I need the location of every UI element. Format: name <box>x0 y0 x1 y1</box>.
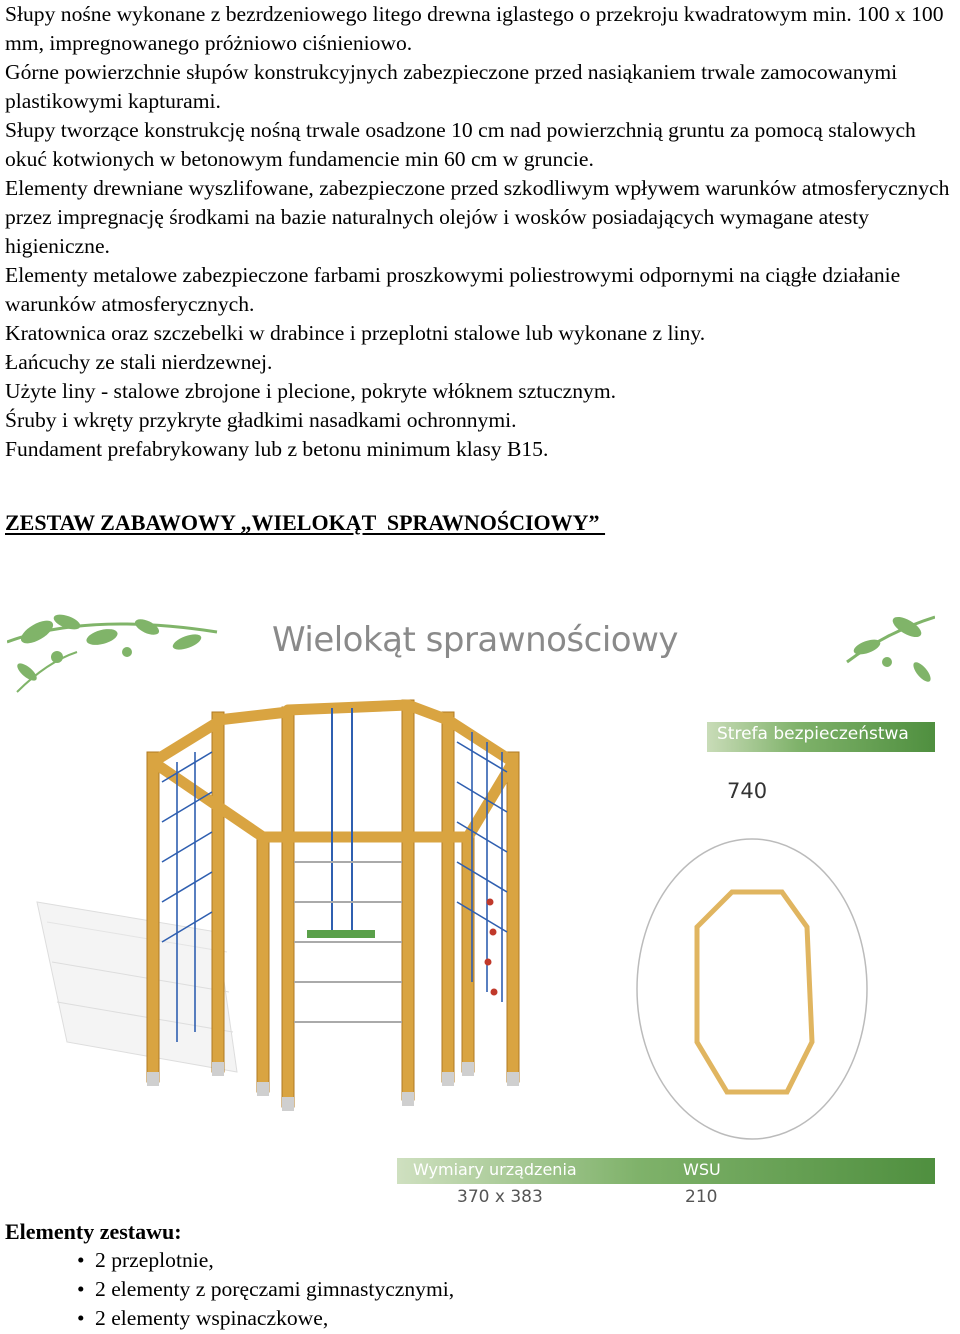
specification-text <box>5 0 960 464</box>
list-item <box>77 1304 454 1333</box>
bullet-icon: • <box>77 1277 85 1301</box>
bullet-icon: • <box>77 1248 85 1272</box>
safety-zone-label: Strefa bezpieczeństwa <box>717 724 909 744</box>
spec-paragraph: Elementy metalowe zabezpieczone farbami proszkowymi poliestrowymi odpornymi na ciągłe działanie warunków atmosferycznych. <box>5 263 901 316</box>
list-item <box>77 1246 454 1275</box>
product-figure <box>7 602 935 1216</box>
elements-title: Elementy zestawu: <box>5 1219 182 1244</box>
spec-paragraph: Słupy tworzące konstrukcję nośną trwale osadzone 10 cm nad powierzchnią gruntu za pomocą stalowych okuć kotwionych w betonowym fundamencie min 60 cm w gruncie. <box>5 118 916 171</box>
section-title: ZESTAW ZABAWOWY „WIELOKĄT SPRAWNOŚCIOWY” <box>5 510 606 535</box>
leaf-ornament-left-icon <box>7 612 217 692</box>
ladder-rungs <box>294 862 402 1022</box>
spec-paragraph: Fundament prefabrykowany lub z betonu minimum klasy B15. <box>5 437 549 461</box>
spec-paragraph: Górne powierzchnie słupów konstrukcyjnych zabezpieczone przed nasiąkaniem trwale zamocowanymi plastikowymi kapturami. <box>5 60 898 113</box>
spec-paragraph: Kratownica oraz szczebelki w drabince i przeplotni stalowe lub wykonane z liny. <box>5 321 706 345</box>
bullet-icon: • <box>77 1306 85 1330</box>
leaf-ornament-right-icon <box>847 613 935 684</box>
list-item-text: 2 przeplotnie, <box>95 1248 214 1272</box>
dimensions-value: 370 x 383 <box>457 1187 543 1207</box>
spec-paragraph: Elementy drewniane wyszlifowane, zabezpieczone przed szkodliwym wpływem warunków atmosferycznych przez impregnację środkami na bazie naturalnych olejów i wosków posiadających wymagane atesty higieniczne. <box>5 176 950 258</box>
swing-ropes <box>332 708 352 932</box>
wsu-label: WSU <box>683 1160 721 1179</box>
list-item-text: 2 elementy wspinaczkowe, <box>95 1306 329 1330</box>
spec-paragraph: Śruby i wkręty przykryte gładkimi nasadkami ochronnymi. <box>5 408 517 432</box>
spec-paragraph: Łańcuchy ze stali nierdzewnej. <box>5 350 273 374</box>
list-item <box>77 1275 454 1304</box>
figure-artwork <box>7 602 935 1216</box>
wsu-value: 210 <box>685 1187 718 1207</box>
list-item-text: 2 elementy z poręczami gimnastycznymi, <box>95 1277 455 1301</box>
safety-zone-dimension: 740 <box>727 779 768 803</box>
swing-seat <box>307 930 375 938</box>
dimensions-label: Wymiary urządzenia <box>413 1160 577 1179</box>
spec-paragraph: Użyte liny - stalowe zbrojone i plecione, pokryte włóknem sztucznym. <box>5 379 617 403</box>
figure-title: Wielokąt sprawnościowy <box>272 620 678 660</box>
elements-list <box>77 1246 454 1333</box>
safety-zone-diagram <box>637 839 867 1139</box>
ground-platform <box>37 902 237 1072</box>
spec-paragraph: Słupy nośne wykonane z bezrdzeniowego litego drewna iglastego o przekroju kwadratowym min. 100 x 100 mm, impregnowanego próżniowo ciśnieniowo. <box>5 2 944 55</box>
